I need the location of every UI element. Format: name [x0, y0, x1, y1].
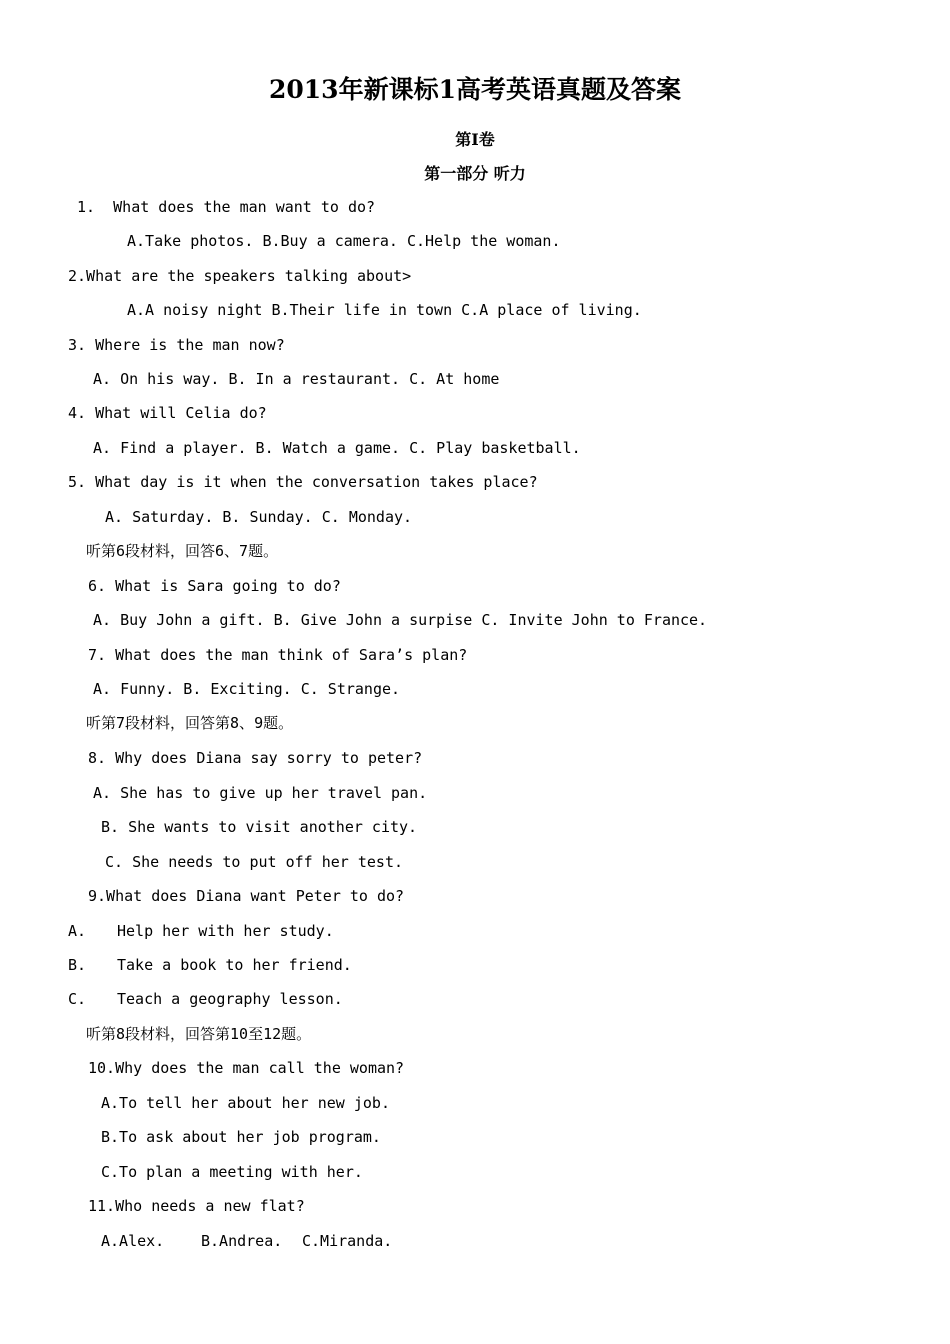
question-9-option-a-letter: A.	[68, 922, 87, 940]
question-8-option-c: C. She needs to put off her test.	[105, 853, 404, 871]
question-6: 6. What is Sara going to do?	[88, 577, 341, 595]
question-11-option-b: B.Andrea.	[201, 1232, 283, 1250]
question-8-option-a: A. She has to give up her travel pan.	[93, 784, 428, 802]
volume-heading: 第I卷	[455, 130, 495, 149]
question-4: 4. What will Celia do?	[68, 404, 267, 422]
section-instruction-8: 听第8段材料，回答第10至12题。	[86, 1025, 312, 1043]
question-3: 3. Where is the man now?	[68, 336, 285, 354]
question-9-option-c-text: Teach a geography lesson.	[117, 990, 343, 1008]
question-10-option-b: B.To ask about her job program.	[101, 1128, 381, 1146]
question-10: 10.Why does the man call the woman?	[88, 1059, 405, 1077]
question-10-option-a: A.To tell her about her new job.	[101, 1094, 390, 1112]
question-11: 11.Who needs a new flat?	[88, 1197, 305, 1215]
section-instruction-7: 听第7段材料，回答第8、9题。	[86, 714, 294, 732]
question-5: 5. What day is it when the conversation takes place?	[68, 473, 538, 491]
question-9-option-a-text: Help her with her study.	[117, 922, 334, 940]
question-6-options: A. Buy John a gift. B. Give John a surpise C. Invite John to France.	[93, 611, 708, 629]
question-9-option-b-text: Take a book to her friend.	[117, 956, 352, 974]
question-11-option-c: C.Miranda.	[302, 1232, 393, 1250]
part-heading: 第一部分 听力	[424, 164, 526, 183]
question-3-options: A. On his way. B. In a restaurant. C. At home	[93, 370, 500, 388]
question-9-option-b-letter: B.	[68, 956, 87, 974]
section-instruction-6: 听第6段材料，回答6、7题。	[86, 542, 279, 560]
question-8-option-b: B. She wants to visit another city.	[101, 818, 418, 836]
page-title: 2013年新课标1高考英语真题及答案	[269, 75, 681, 104]
question-11-option-a: A.Alex.	[101, 1232, 165, 1250]
question-7-options: A. Funny. B. Exciting. C. Strange.	[93, 680, 401, 698]
question-5-options: A. Saturday. B. Sunday. C. Monday.	[105, 508, 413, 526]
question-2-options: A.A noisy night B.Their life in town C.A place of living.	[127, 301, 642, 319]
question-9-option-c-letter: C.	[68, 990, 87, 1008]
question-10-option-c: C.To plan a meeting with her.	[101, 1163, 363, 1181]
question-7: 7. What does the man think of Sara’s plan?	[88, 646, 468, 664]
question-1-options: A.Take photos. B.Buy a camera. C.Help the woman.	[127, 232, 561, 250]
question-4-options: A. Find a player. B. Watch a game. C. Play basketball.	[93, 439, 581, 457]
question-8: 8. Why does Diana say sorry to peter?	[88, 749, 423, 767]
question-1: 1. What does the man want to do?	[68, 198, 376, 216]
question-2: 2.What are the speakers talking about>	[68, 267, 412, 285]
question-9: 9.What does Diana want Peter to do?	[88, 887, 405, 905]
